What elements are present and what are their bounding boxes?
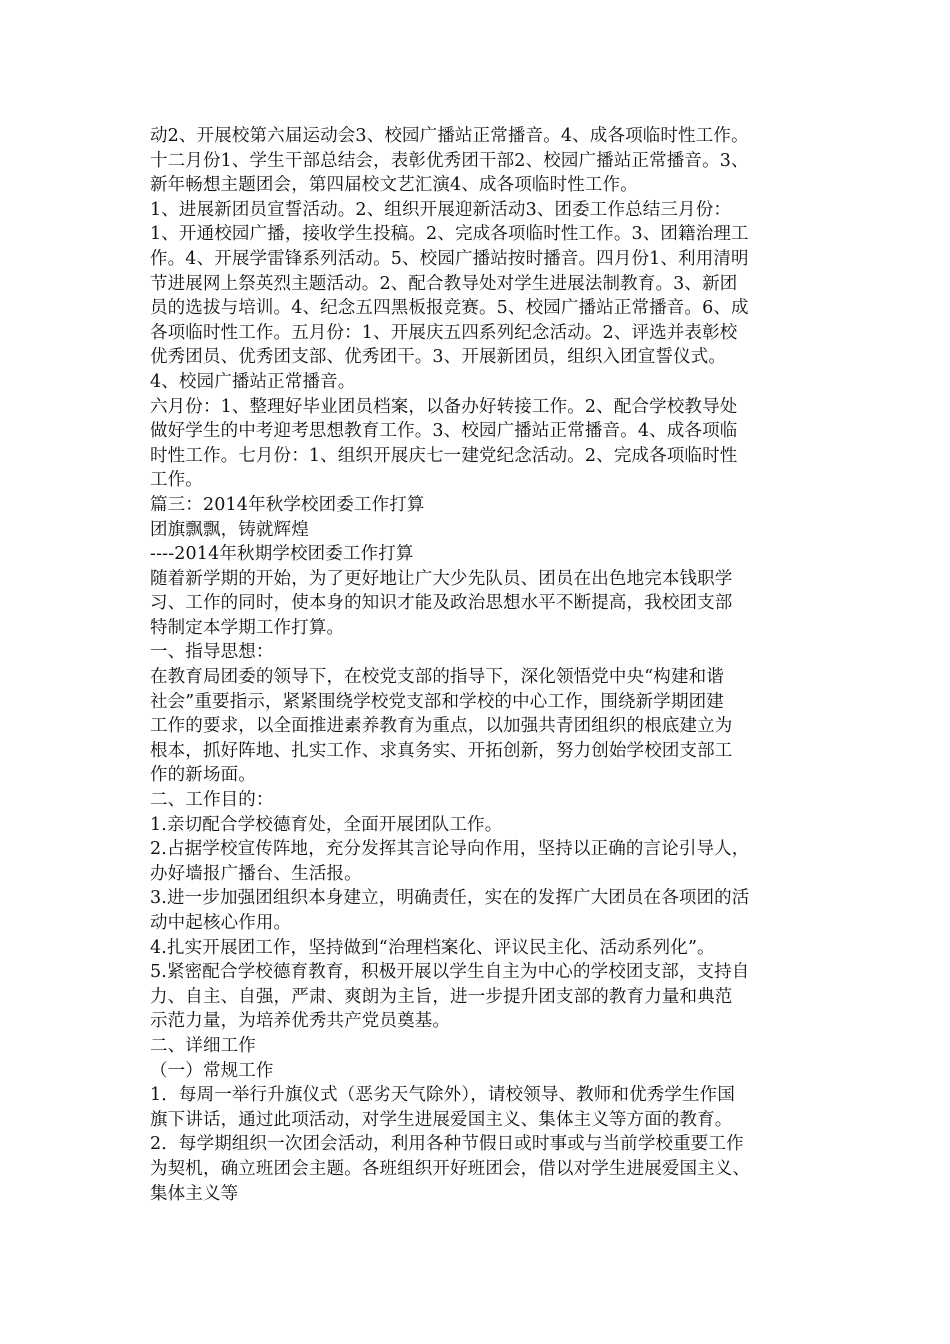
text-line: 在教育局团委的领导下，在校党支部的指导下，深化领悟党中央“构建和谐 xyxy=(150,667,724,688)
text-line: 旗下讲话，通过此项活动，对学生进展爱国主义、集体主义等方面的教育。 xyxy=(150,1109,733,1130)
list-item: 2．每学期组织一次团会活动，利用各种节假日或时事或与当前学校重要工作 xyxy=(150,1134,744,1155)
document-page xyxy=(150,124,800,1206)
list-item: 3.进一步加强团组织本身建立，明确责任，实在的发挥广大团员在各项团的活 xyxy=(150,888,750,909)
text-line: 作的新场面。 xyxy=(150,765,256,786)
text-line: 工作的要求，以全面推进素养教育为重点，以加强共青团组织的根底建立为 xyxy=(150,716,733,737)
text-line: 优秀团员、优秀团支部、优秀团干。3、开展新团员，组织入团宣誓仪式。 xyxy=(150,347,727,368)
text-line: 工作。 xyxy=(150,470,203,491)
list-item: 1．每周一举行升旗仪式（恶劣天气除外），请校领导、教师和优秀学生作国 xyxy=(150,1085,735,1106)
text-line: 节进展网上祭英烈主题活动。2、配合教导处对学生进展法制教育。3、新团 xyxy=(150,273,738,294)
text-line: 集体主义等 xyxy=(150,1183,239,1204)
subsection-heading: （一）常规工作 xyxy=(150,1060,274,1081)
list-item: 4.扎实开展团工作，坚持做到“治理档案化、评议民主化、活动系列化”。 xyxy=(150,937,715,958)
list-item: 2.占据学校宣传阵地，充分发挥其言论导向作用，坚持以正确的言论引导人， xyxy=(150,839,750,860)
document-title: 团旗飘飘，铸就辉煌 xyxy=(150,519,309,540)
text-line: 办好墙报广播台、生活报。 xyxy=(150,863,362,884)
text-line: 根本，抓好阵地、扎实工作、求真务实、开拓创新，努力创始学校团支部工 xyxy=(150,740,733,761)
section-heading: 篇三：2014年秋学校团委工作打算 xyxy=(150,494,425,515)
text-line: 十二月份1、学生干部总结会，表彰优秀团干部2、校园广播站正常播音。3、 xyxy=(150,150,749,171)
text-line: 六月份：1、整理好毕业团员档案，以备办好转接工作。2、配合学校教导处 xyxy=(150,396,738,417)
text-line: 4、校园广播站正常播音。 xyxy=(150,371,356,392)
text-line: 特制定本学期工作打算。 xyxy=(150,617,345,638)
section-heading: 二、工作目的： xyxy=(150,790,274,811)
text-line: 员的选拔与培训。4、纪念五四黑板报竞赛。5、校园广播站正常播音。6、成 xyxy=(150,298,749,319)
section-heading: 一、指导思想： xyxy=(150,642,274,663)
text-line: 各项临时性工作。五月份：1、开展庆五四系列纪念活动。2、评选并表彰校 xyxy=(150,322,738,343)
section-heading: 二、详细工作 xyxy=(150,1035,256,1056)
text-line: 1、开通校园广播，接收学生投稿。2、完成各项临时性工作。3、团籍治理工 xyxy=(150,224,749,245)
text-line: 为契机，确立班团会主题。各班组织开好班团会，借以对学生进展爱国主义、 xyxy=(150,1158,751,1179)
text-line: 新年畅想主题团会，第四届校文艺汇演4、成各项临时性工作。 xyxy=(150,175,638,196)
text-line: 力、自主、自强，严肃、爽朗为主旨，进一步提升团支部的教育力量和典范 xyxy=(150,986,733,1007)
list-item: 5.紧密配合学校德育教育，积极开展以学生自主为中心的学校团支部，支持自 xyxy=(150,962,750,983)
text-line: 随着新学期的开始，为了更好地让广大少先队员、团员在出色地完本钱职学 xyxy=(150,568,733,589)
text-line: 1、进展新团员宣誓活动。2、组织开展迎新活动3、团委工作总结三月份： xyxy=(150,199,731,220)
text-line: 示范力量，为培养优秀共产党员奠基。 xyxy=(150,1011,451,1032)
text-line: 做好学生的中考迎考思想教育工作。3、校园广播站正常播音。4、成各项临 xyxy=(150,421,738,442)
text-line: 动2、开展校第六届运动会3、校园广播站正常播音。4、成各项临时性工作。 xyxy=(150,126,749,146)
text-line: 动中起核心作用。 xyxy=(150,913,292,933)
text-line: 社会”重要指示，紧紧围绕学校党支部和学校的中心工作，围绕新学期团建 xyxy=(150,691,724,712)
text-line: 时性工作。七月份：1、组织开展庆七一建党纪念活动。2、完成各项临时性 xyxy=(150,445,738,466)
list-item: 1.亲切配合学校德育处，全面开展团队工作。 xyxy=(150,814,503,835)
document-subtitle: ----2014年秋期学校团委工作打算 xyxy=(150,544,414,565)
text-line: 习、工作的同时，使本身的知识才能及政治思想水平不断提高，我校团支部 xyxy=(150,593,733,614)
text-line: 作。4、开展学雷锋系列活动。5、校园广播站按时播音。四月份1、利用清明 xyxy=(150,248,749,269)
